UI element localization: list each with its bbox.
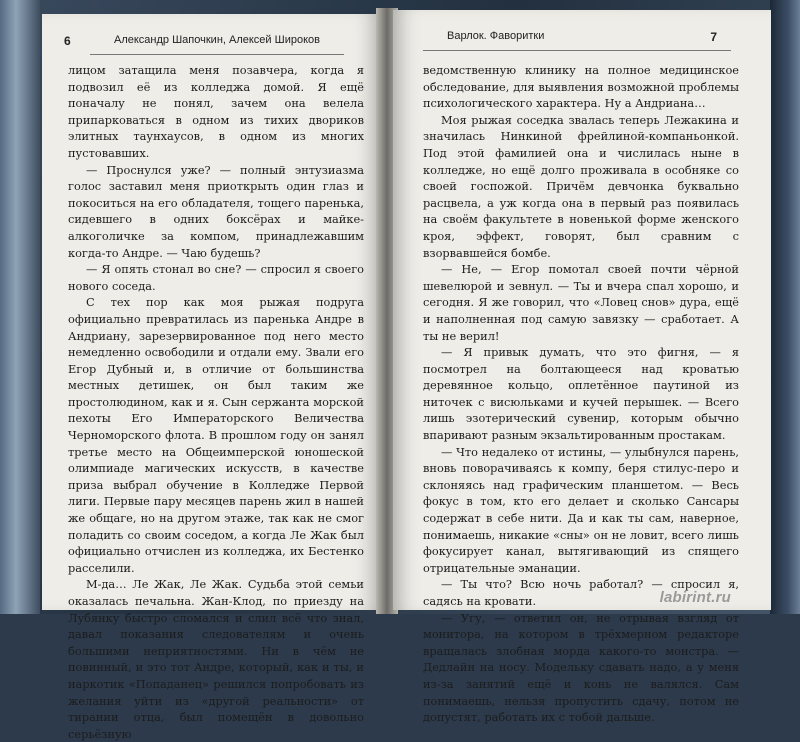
paragraph: — Что недалеко от истины, — улыбнулся парень, вновь поворачиваясь к компу, беря стилус-перо и склоняясь над графическим планшетом. — Весь фокус в том, кто его делает и сколько Сансары содержат в себе нити. Да и как ты сам, наверное, понимаешь, никакие «сны» он не ловит, всего лишь фокусирует канал, вытягивающий из спящего отрицательные эманации. xyxy=(423,444,739,575)
paragraph: М-да… Ле Жак, Ле Жак. Судьба этой семьи оказалась печальна. Жан-Клод, по приезду на Лубянку быстро сломался и слил всё что знал, давал показания следователям и очень большими неприятностями. Ни в чём не повинный, и это тот Андре, который, как и ты, и наркотик «Попаданец» решился попробовать из желания уйти из «другой реальности» от тирании отца, был помещён в довольно серьёзную xyxy=(68,577,364,741)
paragraph: С тех пор как моя рыжая подруга официально превратилась из паренька Андре в Андриану, зарезервированное под него место немедленно освободили и отдали ему. Звали его Егор Дубный и, в отличие от большинства местных детишек, он был таким же простолюдином, как и я. Сын сержанта морской пехоты Его Императорского Величества Черноморского флота. В прошлом году он занял третье место на Общеимперской юношеской олимпиаде магических искусств, в качестве приза выбрал обучение в Колледже Первой лиги. Первые пару месяцев парень жил в нашей же общаге, но на другом этаже, так как не смог поладить со своим соседом, а когда Ле Жак был официально отчислен из колледжа, их Бестенко расселили. xyxy=(68,295,364,575)
paragraph: лицом затащила меня позавчера, когда я подвозил её из колледжа домой. Я ещё поначалу не понял, зачем она велела припарковаться в одном из тихих двориков элитных таунхаусов, в одном из многих пустовавших. xyxy=(68,63,364,160)
running-head-left: Александр Шапочкин, Алексей Широков xyxy=(114,34,320,46)
page-number-left: 6 xyxy=(64,34,71,48)
header-rule-left xyxy=(90,54,344,55)
paragraph: — Проснулся уже? — полный энтузиазма голос заставил меня приоткрыть один глаз и покоситься на его обладателя, тощего паренька, сидевшего в одних боксёрах и майке-алкоголичке за компом, принадлежавшим когда-то Андре. — Чаю будешь? xyxy=(68,162,364,260)
paragraph: ведомственную клинику на полное медицинское обследование, для выявления возможной проблемы психологического характера. Ну а Андриана… xyxy=(423,63,739,111)
running-head-right: Варлок. Фаворитки xyxy=(447,30,545,42)
body-text-right xyxy=(423,62,739,726)
watermark-text: labirint.ru xyxy=(659,589,731,606)
paragraph: — Я привык думать, что это фигня, — я посмотрел на болтающееся над кроватью деревянное кольцо, оплетённое паутиной из ниточек с висюльками и кучей перышек. — Всего лишь эзотерический сувенир, которым обычно впаривают разным экзальтированным простакам. xyxy=(423,345,739,443)
header-rule-right xyxy=(423,50,731,51)
book-cover-edge-left xyxy=(0,0,40,614)
book-cover-edge-right xyxy=(770,0,800,614)
left-page xyxy=(42,14,380,741)
paragraph: — Я опять стонал во сне? — спросил я своего нового соседа. xyxy=(68,262,364,293)
paragraph: Моя рыжая соседка звалась теперь Лежакина и значилась Нинкиной фрейлиной-компаньонкой. Под этой фамилией она и числилась ныне в колледже, но ещё долго проживала в особняке со своей госпожой. Причём девчонка буквально расцвела, а уж когда она в первый раз появилась на своём факультете в новенькой форме женского кроя, эффект, говорят, был сравним с взорвавшейся бомбе. xyxy=(423,112,739,260)
body-text-left xyxy=(68,62,364,742)
paragraph: — Не, — Егор помотал своей почти чёрной шевелюрой и зевнул. — Ты и вчера спал хорошо, и сегодня. Я же говорил, что «Ловец снов» дура, ещё и наполненная под самую завязку — сработает. А ты не верил! xyxy=(423,262,739,343)
right-page xyxy=(393,10,771,725)
page-number-right: 7 xyxy=(710,30,717,44)
paragraph: — Ты что? Всю ночь работал? — спросил я, садясь на кровати. xyxy=(423,577,739,608)
paragraph: — Угу, — ответил он, не отрывая взгляд от монитора, на котором в трёхмерном редакторе вращалась злобная морда какого-то монстра. — Дедлайн на носу. Модельку сдавать надо, а у меня из-за занятий ещё и конь не валялся. Сам понимаешь, нельзя пропустить сдачу, потом не допустят, работать их с тобой дальше. xyxy=(423,610,739,725)
